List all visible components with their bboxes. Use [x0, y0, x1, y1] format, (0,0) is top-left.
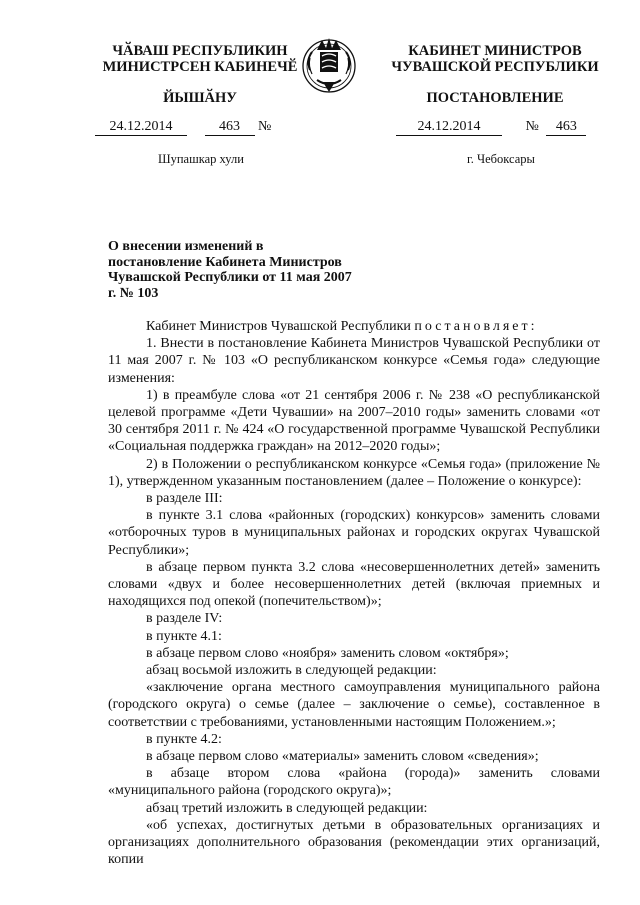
body-paragraph: 1) в преамбуле слова «от 21 сентября 2006 г. № 238 «О республиканской целевой программе «Дети Чувашии» на 2007–2010 годы» заменить словами «от 30 сентября 2011 г. № 424 «О государственной программе Чувашской Республики «Социальная поддержка граждан» на 2012–2020 годы»; [108, 387, 600, 455]
document-subject: О внесении изменений в постановление Кабинета Министров Чувашской Республики от 11 мая 2007 г. № 103 [108, 239, 352, 301]
city-left: Шупашкар хули [158, 152, 244, 166]
header-right [375, 43, 615, 75]
dateline-right [396, 119, 586, 137]
preamble-text: Кабинет Министров Чувашской Республики [146, 319, 415, 334]
city-right: г. Чебоксары [467, 152, 535, 166]
header-left-title: ЙЫШӐНУ [163, 90, 237, 106]
number-sign-left: № [258, 119, 272, 134]
body-paragraph: абзац восьмой изложить в следующей редакции: [146, 663, 437, 679]
header-right-line1: КАБИНЕТ МИНИСТРОВ [408, 43, 582, 59]
number-sign-right: № [525, 119, 539, 134]
dateline-left [95, 119, 271, 137]
header-right-line2: ЧУВАШСКОЙ РЕСПУБЛИКИ [391, 59, 599, 75]
header-left [90, 43, 310, 75]
coat-of-arms-icon [300, 30, 358, 100]
body-paragraph: в абзаце первом слово «ноября» заменить словом «октября»; [146, 645, 509, 661]
body-paragraph: 2) в Положении о республиканском конкурсе «Семья года» (приложение № 1), утвержденном указанным постановлением (далее – Положение о конкурсе): [108, 456, 600, 489]
header-right-title: ПОСТАНОВЛЕНИЕ [426, 90, 564, 106]
document-body [108, 318, 600, 869]
header-left-line2: МИНИСТРСЕН КАБИНЕЧӖ [102, 59, 298, 75]
header-left-line1: ЧӐВАШ РЕСПУБЛИКИН [112, 43, 288, 59]
preamble-verb: постановляет: [414, 319, 538, 334]
body-paragraph: «заключение органа местного самоуправления муниципального района (городского округа) о семье (далее – заключение о семье), составленное в соответствии с требованиями, установленными настоящим Положением.»; [108, 680, 600, 730]
date-right: 24.12.2014 [396, 119, 502, 136]
body-paragraph: 1. Внести в постановление Кабинета Министров Чувашской Республики от 11 мая 2007 г. № 103 «О республиканском конкурсе «Семья года» следующие изменения: [108, 336, 600, 386]
number-right: 463 [546, 119, 586, 136]
date-left: 24.12.2014 [95, 119, 187, 136]
body-paragraph: в пункте 4.2: [146, 731, 222, 747]
body-paragraph: в пункте 3.1 слова «районных (городских) конкурсов» заменить словами «отборочных туров в муниципальных районах и городских округах Чувашской Республики»; [108, 508, 600, 558]
body-paragraph: в абзаце втором слова «района (города)» заменить словами «муниципального района (городского округа)»; [108, 766, 600, 799]
body-paragraph: в абзаце первом пункта 3.2 слова «несовершеннолетних детей» заменить словами «двух и более несовершеннолетних детей (включая приемных и находящихся под опекой (попечительством)»; [108, 559, 600, 610]
body-paragraph: в разделе IV: [146, 611, 223, 627]
body-paragraph: в абзаце первом слово «материалы» заменить словом «сведения»; [146, 749, 539, 765]
number-left: 463 [205, 119, 255, 136]
preamble [108, 318, 600, 335]
body-paragraph: «об успехах, достигнутых детьми в образовательных организациях и организациях дополнительного образования (рекомендации этих организаций, копии [108, 817, 600, 868]
body-paragraph: в разделе III: [146, 491, 223, 507]
body-paragraph: абзац третий изложить в следующей редакции: [146, 800, 428, 816]
body-paragraph: в пункте 4.1: [146, 628, 222, 644]
